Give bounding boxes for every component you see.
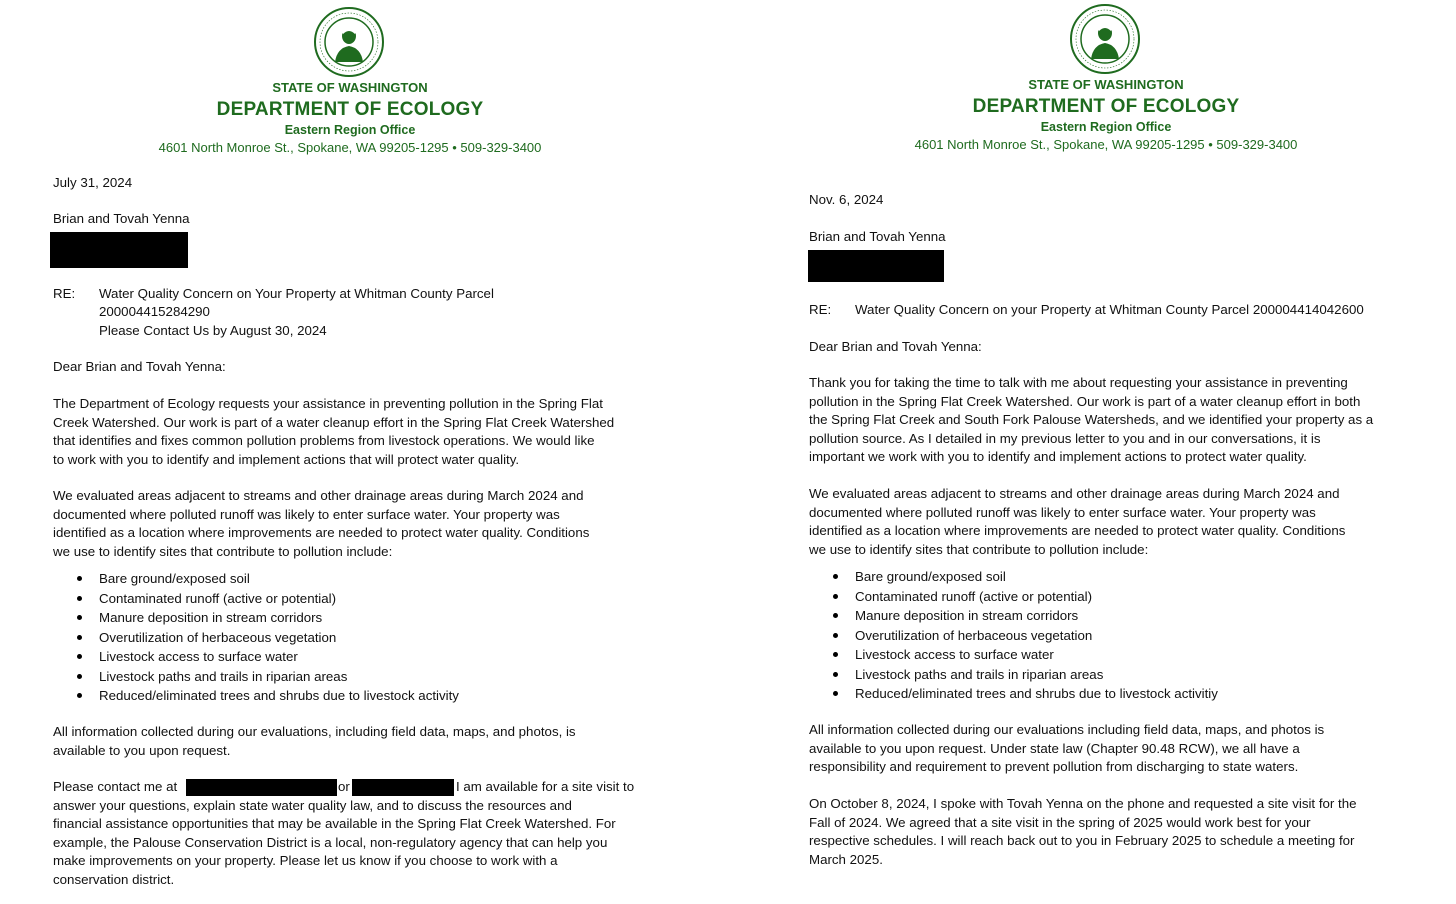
redacted-address [50, 232, 188, 268]
re-line: Water Quality Concern on Your Property at Whitman County Parcel [99, 286, 494, 301]
text-line: All information collected during our evaluations, including field data, maps, and photos, is [53, 724, 576, 739]
text-line: Creek Watershed. Our work is part of a water cleanup effort in the Spring Flat Creek Watershed [53, 414, 615, 430]
conditions-list [53, 569, 459, 706]
text-line: respective schedules. I will reach back out to you in February 2025 to schedule a meeting for [809, 833, 1355, 848]
list-item: Overutilization of herbaceous vegetation [809, 626, 1218, 646]
re-label: RE: [53, 286, 76, 301]
text-line: March 2025. [809, 851, 883, 867]
re-line: 200004415284290 [99, 304, 210, 319]
contact-line [53, 778, 693, 797]
letter-date: Nov. 6, 2024 [809, 192, 884, 207]
bullet-dot-icon [833, 652, 838, 657]
paragraph-intro [53, 395, 614, 469]
text-span: Please contact me at [53, 779, 178, 794]
list-item: Manure deposition in stream corridors [53, 608, 459, 628]
bullet-dot-icon [77, 674, 82, 679]
text-line: financial assistance opportunities that may be available in the Spring Flat Creek Watershed. For [53, 816, 616, 831]
header-state: STATE OF WASHINGTON [272, 80, 428, 95]
text-line: available to you upon request. [53, 742, 231, 758]
text-line: example, the Palouse Conservation District is a local, non-regulatory agency that can help you [53, 834, 608, 850]
bullet-dot-icon [77, 635, 82, 640]
salutation: Dear Brian and Tovah Yenna: [809, 339, 982, 354]
text-line: that identifies and fixes common pollution problems from livestock operations. We would like [53, 433, 595, 448]
bullet-dot-icon [833, 691, 838, 696]
header-office: Eastern Region Office [284, 123, 416, 137]
recipient-name: Brian and Tovah Yenna [809, 229, 946, 244]
header-address: 4601 North Monroe St., Spokane, WA 99205-1295 • 509-329-3400 [914, 137, 1298, 152]
text-line: The Department of Ecology requests your assistance in preventing pollution in the Spring Flat [53, 396, 603, 411]
text-line: available to you upon request. Under state law (Chapter 90.48 RCW), we all have a [809, 740, 1300, 756]
list-item: Bare ground/exposed soil [53, 569, 459, 589]
text-span: or [338, 779, 350, 794]
redacted-address [808, 250, 944, 282]
recipient-name: Brian and Tovah Yenna [53, 211, 190, 226]
text-line: documented where polluted runoff was likely to enter surface water. Your property was [809, 504, 1316, 520]
text-line: responsibility and requirement to prevent pollution from discharging to state waters. [809, 759, 1299, 774]
list-item: Contaminated runoff (active or potential) [809, 587, 1218, 607]
header-department: DEPARTMENT OF ECOLOGY [972, 96, 1240, 117]
conditions-list [809, 567, 1218, 704]
paragraph-information [809, 721, 1324, 777]
salutation: Dear Brian and Tovah Yenna: [53, 359, 226, 374]
text-line: We evaluated areas adjacent to streams and other drainage areas during March 2024 and [53, 488, 584, 503]
text-line: All information collected during our evaluations including field data, maps, and photos is [809, 722, 1325, 737]
list-item: Livestock paths and trails in riparian areas [809, 665, 1218, 685]
text-line: make improvements on your property. Please let us know if you choose to work with a [53, 853, 558, 868]
washington-state-seal-icon [313, 6, 385, 78]
bullet-dot-icon [77, 576, 82, 581]
paragraph-site-visit [809, 795, 1357, 869]
paragraph-information [53, 723, 576, 760]
list-item: Reduced/eliminated trees and shrubs due to livestock activity [53, 686, 459, 706]
bullet-dot-icon [833, 594, 838, 599]
text-line: documented where polluted runoff was likely to enter surface water. Your property was [53, 506, 560, 522]
bullet-dot-icon [833, 672, 838, 677]
text-line: conservation district. [53, 871, 175, 887]
text-line: we use to identify sites that contribute to pollution include: [53, 543, 393, 559]
paragraph-evaluation [809, 485, 1345, 559]
text-line: important we work with you to identify and implement actions to protect water quality. [809, 449, 1307, 464]
letter-november-2024 [756, 0, 1456, 904]
list-item: Contaminated runoff (active or potential) [53, 589, 459, 609]
re-label: RE: [809, 302, 832, 317]
list-item: Manure deposition in stream corridors [809, 606, 1218, 626]
list-item: Bare ground/exposed soil [809, 567, 1218, 587]
list-item: Livestock paths and trails in riparian areas [53, 667, 459, 687]
paragraph-intro [809, 374, 1373, 467]
list-item: Reduced/eliminated trees and shrubs due to livestock activitiy [809, 684, 1218, 704]
paragraph-contact [53, 778, 693, 889]
list-item: Overutilization of herbaceous vegetation [53, 628, 459, 648]
bullet-dot-icon [77, 615, 82, 620]
text-line: we use to identify sites that contribute to pollution include: [809, 541, 1149, 557]
bullet-dot-icon [833, 633, 838, 638]
redacted-email [186, 779, 337, 796]
bullet-dot-icon [833, 613, 838, 618]
text-line: to work with you to identify and implement actions that will protect water quality. [53, 451, 520, 467]
washington-state-seal-icon [1069, 3, 1141, 75]
header-office: Eastern Region Office [1040, 120, 1172, 134]
header-department: DEPARTMENT OF ECOLOGY [216, 99, 484, 120]
bullet-dot-icon [833, 574, 838, 579]
text-line: pollution in the Spring Flat Creek Watershed. Our work is part of a water cleanup effort in both [809, 393, 1361, 409]
header-address: 4601 North Monroe St., Spokane, WA 99205-1295 • 509-329-3400 [158, 140, 542, 155]
text-line: pollution source. As I detailed in my previous letter to you and in our conversations, it is [809, 430, 1321, 446]
text-line: answer your questions, explain state water quality law, and to discuss the resources and [53, 797, 572, 813]
text-line: identified as a location where improvements are needed to protect water quality. Conditions [53, 525, 590, 540]
paragraph-evaluation [53, 487, 589, 561]
list-item: Livestock access to surface water [53, 647, 459, 667]
header-state: STATE OF WASHINGTON [1028, 77, 1184, 92]
letter-date: July 31, 2024 [53, 175, 133, 190]
re-line: Please Contact Us by August 30, 2024 [99, 323, 327, 338]
bullet-dot-icon [77, 693, 82, 698]
text-line: the Spring Flat Creek and South Fork Palouse Watersheds, and we identified your property as a [809, 412, 1374, 427]
re-line: Water Quality Concern on your Property at Whitman County Parcel 200004414042600 [855, 302, 1364, 317]
text-line: On October 8, 2024, I spoke with Tovah Yenna on the phone and requested a site visit for the [809, 796, 1357, 811]
text-line: identified as a location where improvements are needed to protect water quality. Conditions [809, 523, 1346, 538]
text-line: We evaluated areas adjacent to streams and other drainage areas during March 2024 and [809, 486, 1340, 501]
text-line: Fall of 2024. We agreed that a site visit in the spring of 2025 would work best for your [809, 814, 1311, 830]
redacted-phone [352, 779, 454, 796]
list-item: Livestock access to surface water [809, 645, 1218, 665]
bullet-dot-icon [77, 654, 82, 659]
bullet-dot-icon [77, 596, 82, 601]
text-span: I am available for a site visit to [456, 779, 635, 794]
text-line: Thank you for taking the time to talk with me about requesting your assistance in preventing [809, 375, 1348, 390]
